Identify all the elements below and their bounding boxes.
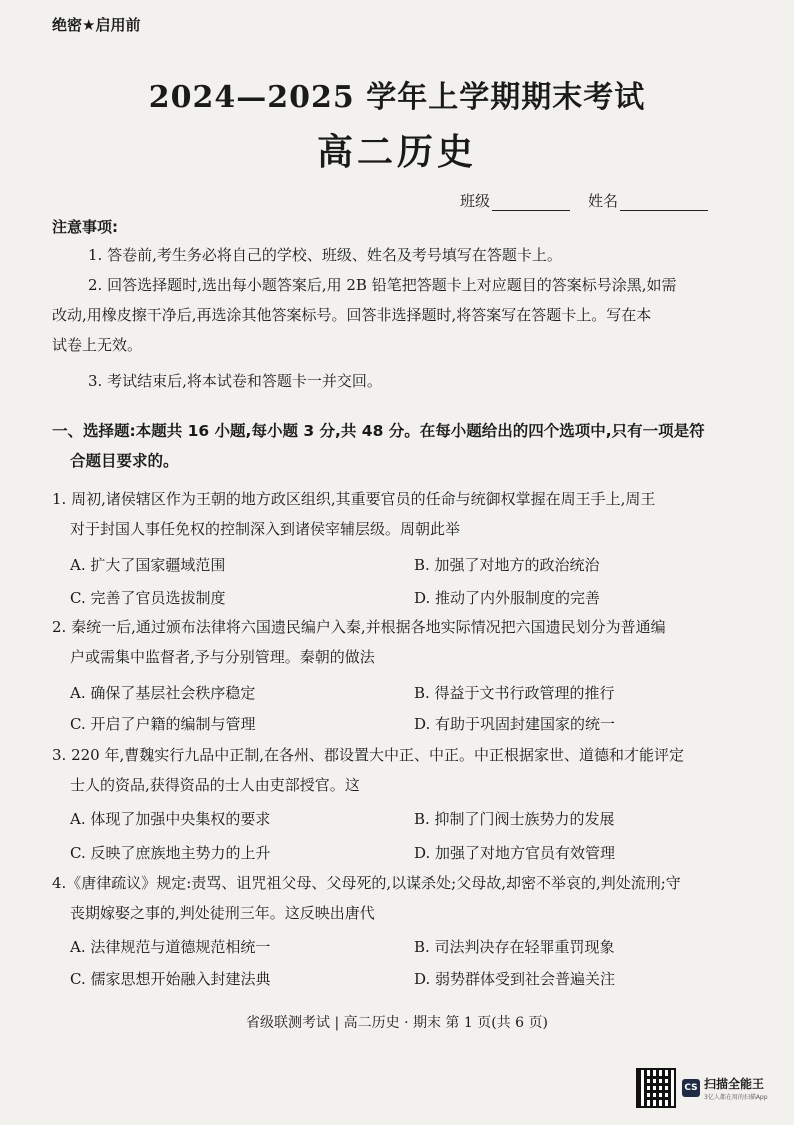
option-d: D. 有助于巩固封建国家的统一: [414, 715, 616, 733]
student-info-row: [460, 190, 726, 211]
question-3: [52, 740, 752, 800]
name-label: 姓名: [588, 192, 619, 210]
question-4: [52, 868, 752, 928]
option-a: A. 体现了加强中央集权的要求: [70, 810, 271, 828]
option-a: A. 确保了基层社会秩序稳定: [70, 684, 256, 702]
option-b: B. 得益于文书行政管理的推行: [414, 684, 615, 702]
option-d: D. 推动了内外服制度的完善: [414, 589, 601, 607]
question-line: 2. 秦统一后,通过颁布法律将六国遗民编户入秦,并根据各地实际情况把六国遗民划分为普通编: [52, 618, 666, 636]
camscanner-logo-icon: CS: [682, 1079, 700, 1097]
scanner-text: [704, 1075, 768, 1101]
option-b: B. 司法判决存在轻罪重罚现象: [414, 938, 615, 956]
option-a: A. 法律规范与道德规范相统一: [70, 938, 271, 956]
question-line: 3. 220 年,曹魏实行九品中正制,在各州、郡设置大中正、中正。中正根据家世、道德和才能评定: [52, 746, 685, 764]
option-c: C. 开启了户籍的编制与管理: [70, 715, 256, 733]
note-line: 2. 回答选择题时,选出每小题答案后,用 2B 铅笔把答题卡上对应题目的答案标号涂黑,如需: [88, 276, 677, 294]
qr-code-icon: [636, 1068, 676, 1108]
page-footer: 省级联测考试 | 高二历史 · 期末 第 1 页(共 6 页): [246, 1015, 548, 1031]
option-c: C. 反映了庶族地主势力的上升: [70, 844, 271, 862]
secret-mark: 绝密★启用前: [52, 16, 141, 34]
question-line: 1. 周初,诸侯辖区作为王朝的地方政区组织,其重要官员的任命与统御权掌握在周王手上,周王: [52, 490, 656, 508]
option-d: D. 加强了对地方官员有效管理: [414, 844, 616, 862]
option-d: D. 弱势群体受到社会普遍关注: [414, 970, 616, 988]
scanner-watermark: [636, 1068, 768, 1108]
question-1: [52, 484, 752, 544]
option-c: C. 完善了官员选拔制度: [70, 589, 226, 607]
question-2: [52, 612, 752, 672]
section-heading-line: 合题目要求的。: [70, 452, 179, 470]
option-c: C. 儒家思想开始融入封建法典: [70, 970, 271, 988]
exam-subject: 高二历史: [316, 131, 477, 173]
section-heading: [52, 416, 752, 476]
option-a: A. 扩大了国家疆域范围: [70, 556, 226, 574]
exam-title: 2024—2025 学年上学期期末考试: [148, 80, 646, 115]
question-line: 丧期嫁娶之事的,判处徒刑三年。这反映出唐代: [70, 904, 375, 922]
scanner-slogan: 3亿人都在用的扫描App: [704, 1094, 768, 1101]
note-line: 改动,用橡皮擦干净后,再选涂其他答案标号。回答非选择题时,将答案写在答题卡上。写在本: [52, 306, 652, 324]
option-b: B. 加强了对地方的政治统治: [414, 556, 600, 574]
question-line: 士人的资品,获得资品的士人由吏部授官。这: [70, 776, 360, 794]
section-heading-line: 一、选择题:本题共 16 小题,每小题 3 分,共 48 分。在每小题给出的四个选项中,只有一项是符: [52, 422, 705, 440]
class-blank: [492, 196, 570, 211]
name-blank: [620, 196, 708, 211]
question-line: 对于封国人事任免权的控制深入到诸侯宰辅层级。周朝此举: [70, 520, 461, 538]
class-label: 班级: [460, 192, 491, 210]
note-line: 3. 考试结束后,将本试卷和答题卡一并交回。: [88, 372, 382, 390]
note-line: 1. 答卷前,考生务必将自己的学校、班级、姓名及考号填写在答题卡上。: [88, 246, 562, 264]
question-line: 户或需集中监督者,予与分别管理。秦朝的做法: [70, 648, 375, 666]
note-line: 试卷上无效。: [52, 336, 143, 354]
scanner-name: 扫描全能王: [704, 1077, 765, 1091]
question-line: 4.《唐律疏议》规定:责骂、诅咒祖父母、父母死的,以谋杀处;父母故,却密不举哀的,判处流刑;守: [52, 874, 681, 892]
option-b: B. 抑制了门阀士族势力的发展: [414, 810, 615, 828]
notes-heading: 注意事项:: [52, 218, 118, 236]
